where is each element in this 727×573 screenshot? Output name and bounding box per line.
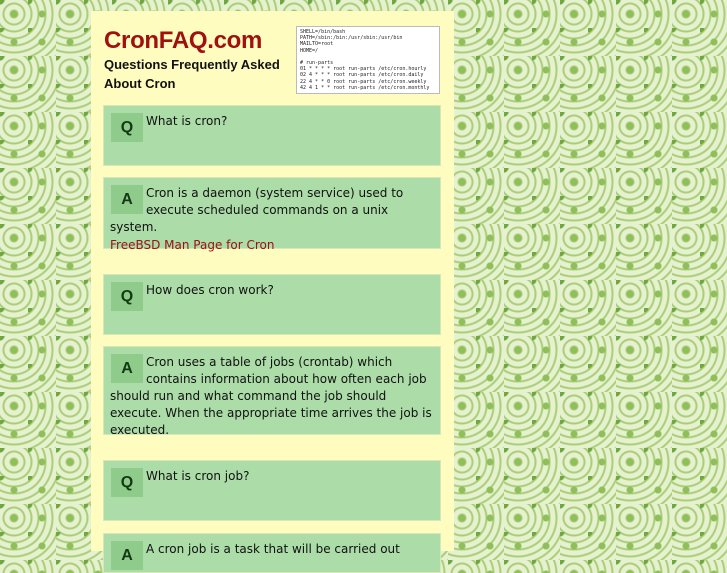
answer-badge: A: [111, 541, 143, 570]
freebsd-man-page-link[interactable]: FreeBSD Man Page for Cron: [110, 238, 275, 252]
site-tagline: Questions Frequently Asked About Cron: [104, 57, 280, 91]
question-text: How does cron work?: [146, 283, 274, 297]
faq-answer-card: [103, 346, 441, 435]
faq-question-card: [103, 274, 441, 335]
answer-text: Cron is a daemon (system service) used to execute scheduled commands on a unix system.: [110, 186, 404, 234]
question-badge: Q: [111, 468, 143, 497]
question-badge: Q: [111, 113, 143, 142]
content-column: [91, 11, 454, 564]
question-text: What is cron?: [146, 114, 228, 128]
answer-badge: A: [111, 354, 143, 383]
faq-question-card: [103, 460, 441, 521]
answer-text: A cron job is a task that will be carried out: [146, 542, 400, 556]
faq-answer-card: [103, 533, 441, 573]
question-badge: Q: [111, 282, 143, 311]
faq-answer-card: [103, 177, 441, 252]
answer-badge: A: [111, 185, 143, 214]
faq-question-card: [103, 105, 441, 166]
question-text: What is cron job?: [146, 469, 250, 483]
crontab-screenshot: SHELL=/bin/bash PATH=/sbin:/bin:/usr/sbin:/usr/bin MAILTO=root HOME=/ # run-parts 01 * * * * root run-parts /etc/cron.hourly 02 4 * * * root run-parts /etc/cron.daily 22 4 * * 0 root run-parts /etc/cron.weekly 42 4 1 * * root run-parts /etc/cron.monthly: [296, 26, 440, 94]
site-logo-link[interactable]: CronFAQ.com: [104, 27, 263, 54]
answer-text: Cron uses a table of jobs (crontab) which contains information about how often each job should run and what command the job should execute. When the appropriate time arrives the job is executed.: [110, 355, 432, 437]
